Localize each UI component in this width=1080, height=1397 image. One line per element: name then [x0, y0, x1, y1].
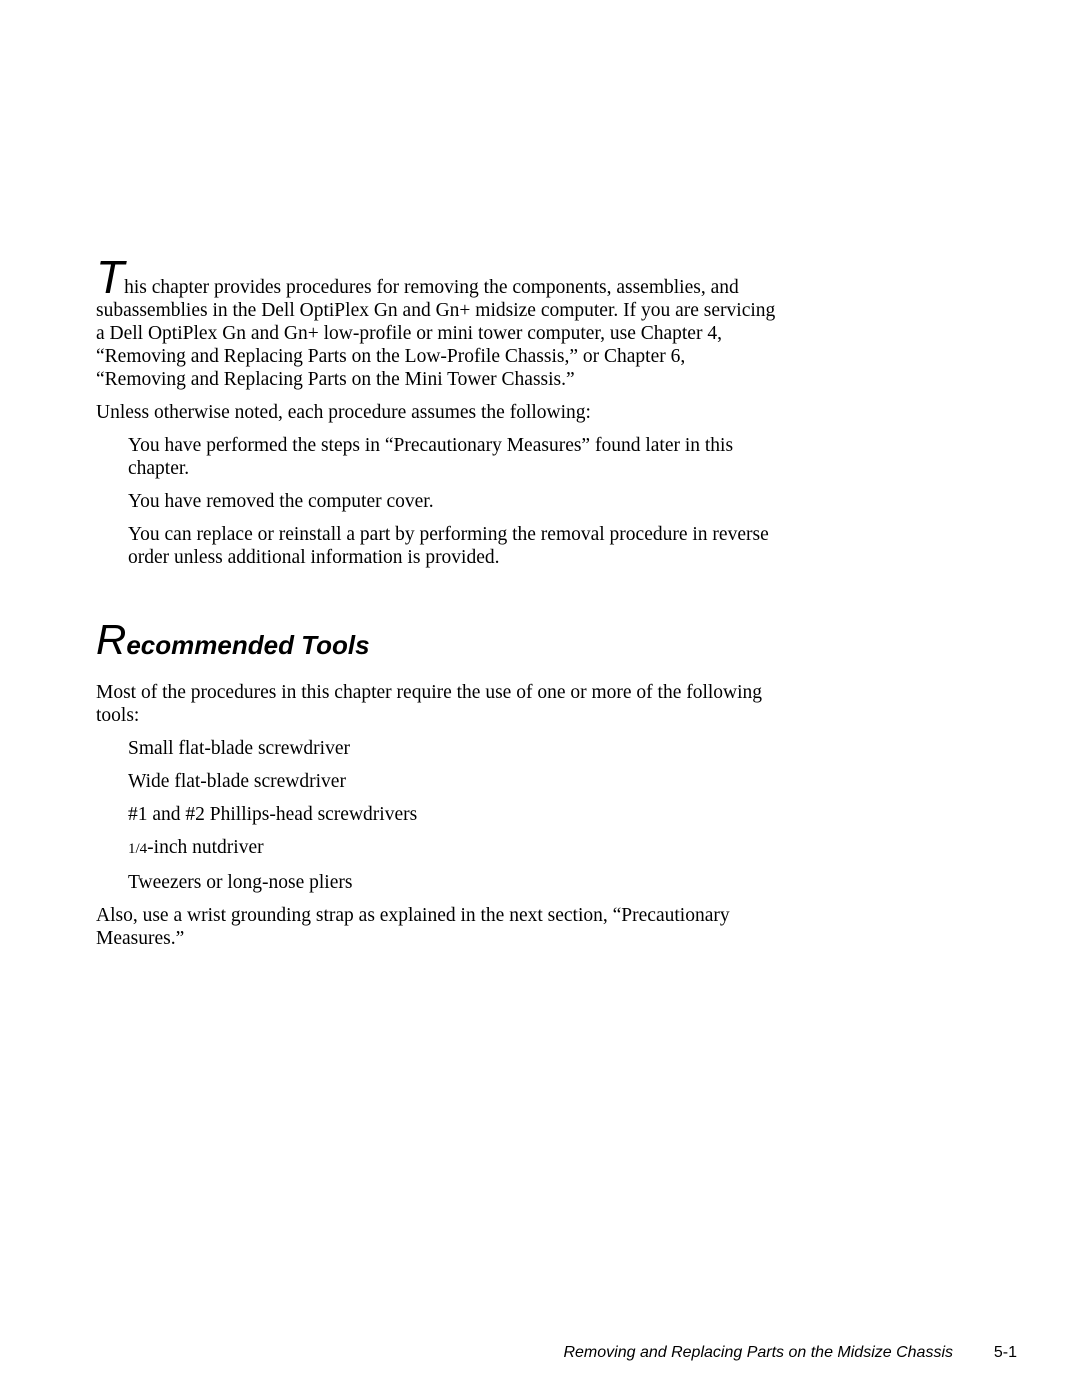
nutdriver-fraction: 1/4 — [128, 841, 148, 857]
tool-item-nutdriver — [128, 836, 776, 861]
page-footer — [0, 1342, 1080, 1364]
nutdriver-label: -inch nutdriver — [147, 837, 264, 858]
tool-item: Tweezers or long-nose pliers — [128, 872, 353, 893]
section-heading — [96, 618, 776, 667]
tool-item: Small flat-blade screwdriver — [128, 738, 350, 759]
tool-item: #1 and #2 Phillips-head screwdrivers — [128, 804, 418, 825]
tool-item: Wide flat-blade screwdriver — [128, 771, 346, 792]
intro-paragraph — [96, 251, 776, 391]
assumption-item: You have removed the computer cover. — [128, 491, 434, 512]
page-number: 5-1 — [993, 1344, 1017, 1361]
recommended-tools-section — [96, 618, 776, 950]
chapter-intro — [96, 251, 776, 569]
closing-paragraph: Also, use a wrist grounding strap as explained in the next section, “Precautionary Measures.” — [96, 905, 730, 949]
heading-initial: R — [96, 616, 127, 663]
assumptions-lead: Unless otherwise noted, each procedure assumes the following: — [96, 402, 591, 423]
heading-rest: ecommended Tools — [126, 630, 370, 660]
assumption-item: You have performed the steps in “Precautionary Measures” found later in this chapter. — [128, 435, 734, 479]
footer-title: Removing and Replacing Parts on the Midsize Chassis — [563, 1344, 953, 1361]
assumption-item: You can replace or reinstall a part by performing the removal procedure in reverse order unless additional information is provided. — [128, 524, 769, 568]
intro-paragraph-text: his chapter provides procedures for removing the components, assemblies, and subassemblies in the Dell OptiPlex Gn and Gn+ midsize computer. If you are servicing a Dell OptiPlex Gn and Gn+ low-profile or mini tower computer, use Chapter 4, “Removing and Replacing Parts on the Low-Profile Chassis,” or Chapter 6, “Removing and Replacing Parts on the Mini Tower Chassis.” — [96, 277, 776, 390]
tools-intro: Most of the procedures in this chapter require the use of one or more of the following tools: — [96, 682, 763, 726]
drop-cap: T — [96, 251, 125, 303]
